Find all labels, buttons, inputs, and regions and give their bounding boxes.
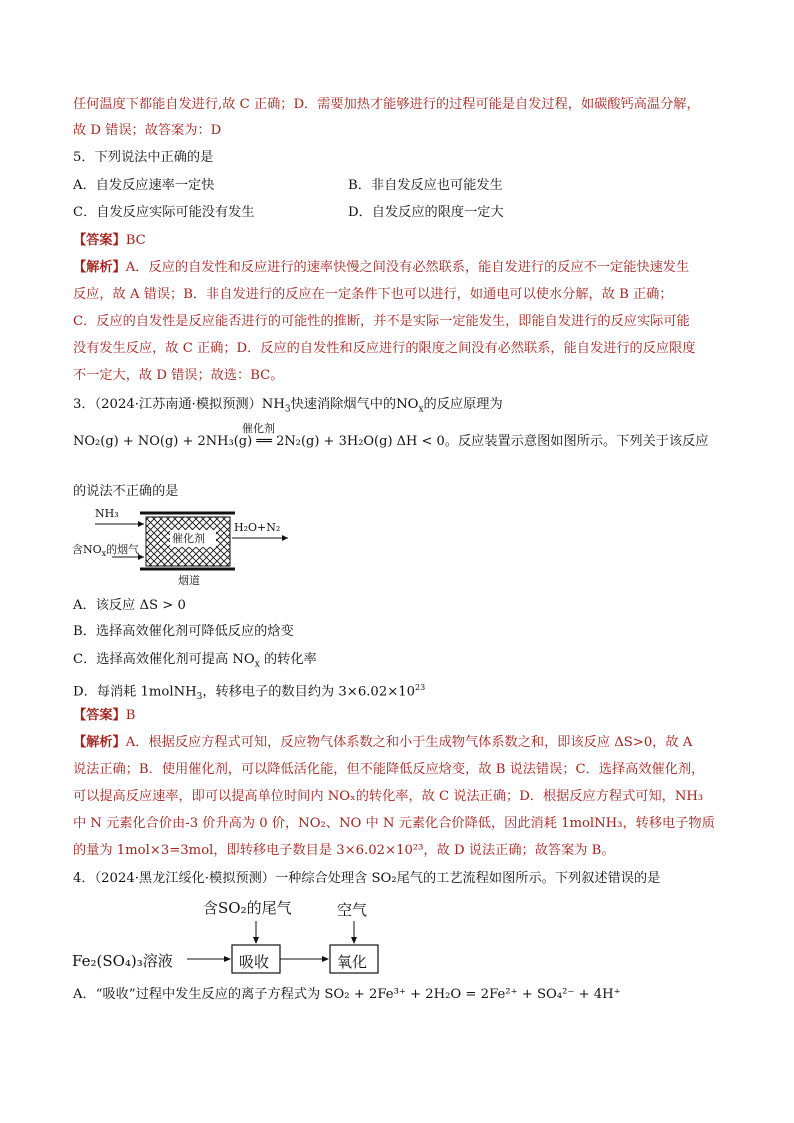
q3-analysis-4: 中 N 元素化合价由-3 价升高为 0 价，NO₂、NO 中 N 元素化合价降低，因此消耗 1molNH₃，转移电子物质 — [73, 816, 715, 831]
q5-analysis-4: 没有发生反应，故 C 正确；D．反应的自发性和反应进行的限度之间没有必然联系，能自发进行的反应限度 — [73, 341, 696, 356]
flow-tail-gas-label: 含SO₂的尾气 — [203, 899, 292, 917]
q3-option-b: B．选择高效催化剂可降低反应的焓变 — [73, 624, 294, 639]
q3-option-d-post: ，转移电子的数目约为 3×6.02×10 — [202, 684, 416, 700]
q3-catalyst-label: 催化剂 — [242, 422, 275, 435]
q3-stem-mid: 快速消除烟气中的 — [290, 397, 397, 412]
q3-option-c: C．选择高效催化剂可提高 $NO_x$ 的转化率 — [73, 652, 317, 670]
flow-oxidize-label: 氧化 — [337, 953, 368, 971]
q3-stem-line2: 的说法不正确的是 — [73, 484, 179, 499]
q3-stem: 3．（2024·江苏南通·模拟预测）$NH_3$快速消除烟气中的$NO_x$的反应原理为 — [73, 397, 503, 415]
q3-equation: NO₂(g) + NO(g) + 2NH₃(g) ══ 2N₂(g) + 3H₂O(g) ΔH < 0 — [73, 434, 445, 449]
analysis-text: A．根据反应方程式可知，反应物气体系数之和小于生成物气体系数之和，即该反应 ΔS>0，故 A — [125, 735, 693, 750]
q3-analysis-5: 的量为 1mol×3=3mol，即转移电子数目是 3×6.02×10²³，故 D 说法正确；故答案为 B。 — [73, 843, 615, 858]
diagram-nh3-label: NH₃ — [95, 507, 119, 520]
q5-analysis-1 — [73, 258, 689, 278]
q3-analysis-3: 可以提高反应速率，即可以提高单位时间内 NOₓ的转化率，故 C 说法正确；D．根据反应方程式可知，NH₃ — [73, 789, 704, 804]
q5-analysis-2: 反应，故 A 错误；B．非自发进行的反应在一定条件下也可以进行，如通电可以使水分解，故 B 正确； — [73, 287, 673, 302]
q5-answer — [73, 231, 146, 251]
q4-option-a: A．“吸收”过程中发生反应的离子方程式为 SO₂ + 2Fe³⁺ + 2H₂O = 2Fe²⁺ + SO₄²⁻ + 4H⁺ — [73, 987, 621, 1002]
q3-answer — [73, 706, 135, 726]
diagram-duct-label: 烟道 — [178, 574, 200, 587]
q3-stem-pre: 3．（2024·江苏南通·模拟预测）NH — [73, 397, 285, 412]
q5-option-c: C．自发反应实际可能没有发生 — [73, 205, 255, 220]
q3-analysis-2: 说法正确；B．使用催化剂，可以降低活化能，但不能降低反应焓变，故 B 说法错误；C．选择高效催化剂， — [73, 762, 705, 777]
q4-stem: 4．（2024·黑龙江绥化·模拟预测）一种综合处理含 SO₂尾气的工艺流程如图所示。下列叙述错误的是 — [73, 871, 661, 886]
q3-stem-cont: 。反应装置示意图如图所示。下列关于该反应 — [444, 434, 709, 449]
q5-stem: 5．下列说法中正确的是 — [73, 150, 214, 165]
carryover-line-2: 故 D 错误；故答案为：D — [73, 123, 222, 138]
q3-equation-line — [73, 432, 709, 452]
answer-value: B — [125, 708, 136, 723]
q5-option-d: D．自发反应的限度一定大 — [348, 205, 504, 220]
analysis-tag: 【解析】 — [73, 735, 126, 750]
q5-analysis-5: 不一定大，故 D 错误；故选：BC。 — [73, 368, 284, 383]
answer-value: BC — [125, 233, 146, 248]
flow-absorb-label: 吸收 — [239, 953, 270, 971]
diagram-gas-text: 含NO — [72, 543, 102, 556]
answer-tag: 【答案】 — [73, 708, 126, 723]
analysis-text: A．反应的自发性和反应进行的速率快慢之间没有必然联系，能自发进行的反应不一定能快速发生 — [125, 260, 690, 275]
flow-air-label: 空气 — [337, 901, 368, 919]
q3-option-a: A．该反应 ΔS > 0 — [73, 598, 186, 613]
q3-stem-post: 的反应原理为 — [423, 397, 503, 412]
analysis-tag: 【解析】 — [73, 260, 126, 275]
q3-option-d: D．每消耗 1molNH$_3$，转移电子的数目约为 $3\times 6.02\times 10^{23}$ — [73, 683, 426, 703]
diagram-gas-text-2: 的烟气 — [106, 543, 140, 556]
q5-option-a: A．自发反应速率一定快 — [73, 178, 215, 193]
q5-analysis-3: C．反应的自发性是反应能否进行的可能性的推断，并不是实际一定能发生，即能自发进行的反应实际可能 — [73, 314, 690, 329]
diagram-outlet-label: H₂O+N₂ — [234, 521, 281, 534]
q3-option-c-post: 的转化率 — [263, 652, 317, 667]
q3-option-d-exp: 23 — [415, 683, 426, 692]
diagram-catalyst-label: 催化剂 — [172, 532, 205, 545]
flow-input-label: Fe₂(SO₄)₃溶液 — [72, 952, 173, 970]
q5-option-b: B．非自发反应也可能发生 — [348, 178, 503, 193]
answer-tag: 【答案】 — [73, 233, 126, 248]
diagram-gas-label: 含$NO_x$的烟气 — [72, 543, 140, 559]
q3-option-c-pre: C．选择高效催化剂可提高 — [73, 652, 229, 667]
q3-analysis-1 — [73, 733, 692, 753]
carryover-line-1: 任何温度下都能自发进行,故 C 正确；D．需要加热才能够进行的过程可能是自发过程，如碳酸钙高温分解， — [73, 97, 700, 112]
q3-stem-nox: NO — [396, 397, 419, 412]
q3-option-d-pre: D．每消耗 1molNH — [73, 684, 197, 700]
